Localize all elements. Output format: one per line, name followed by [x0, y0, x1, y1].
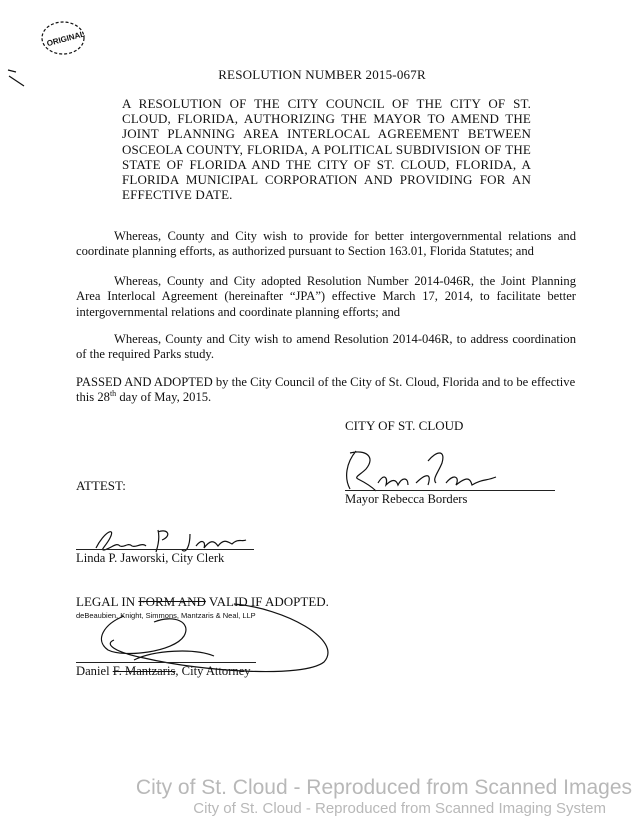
law-firm-name: deBeaubien, Knight, Simmons, Mantzaris & Neal, LLP [76, 611, 256, 620]
whereas-text-3: Whereas, County and City wish to amend Resolution 2014-046R, to address coordination of the required Parks study. [76, 332, 576, 362]
scan-watermark-line-1: City of St. Cloud - Reproduced from Scanned Images [135, 776, 632, 799]
original-stamp [40, 18, 86, 58]
whereas-paragraph-3 [76, 332, 576, 363]
attest-label: ATTEST: [76, 478, 126, 493]
whereas-paragraph-1 [76, 229, 576, 260]
whereas-paragraph-2 [76, 274, 576, 320]
mayor-name: Mayor Rebecca Borders [345, 492, 468, 506]
passed-text-before: PASSED AND ADOPTED by the City Council of the City of St. Cloud, Florida and to be effective this 28 [76, 375, 576, 405]
legal-text-2: VALID IF ADOPTED. [205, 594, 329, 609]
clerk-name: Linda P. Jaworski, City Clerk [76, 551, 225, 565]
attorney-text-1: Daniel [76, 664, 113, 678]
resolution-preamble: A RESOLUTION OF THE CITY COUNCIL OF THE CITY OF ST. CLOUD, FLORIDA, AUTHORIZING THE MAYOR TO AMEND THE JOINT PLANNING AREA INTERLOCAL AGREEMENT BETWEEN OSCEOLA COUNTY, FLORIDA, A POLITICAL SUBDIVISION OF THE STATE OF FLORIDA AND THE CITY OF ST. CLOUD, FLORIDA, A FLORIDA MUNICIPAL CORPORATION AND PROVIDING FOR AN EFFECTIVE DATE. [122, 96, 531, 203]
legal-text-struck: FORM AND [138, 594, 206, 609]
whereas-text-1: Whereas, County and City wish to provide for better intergovernmental relations and coordinate planning efforts, as authorized pursuant to Section 163.01, Florida Statutes; and [76, 229, 576, 259]
scan-watermark-line-2: City of St. Cloud - Reproduced from Scanned Imaging System [193, 800, 606, 817]
passed-text-after: day of May, 2015. [116, 390, 212, 405]
clerk-signature-line [76, 549, 254, 550]
legal-text-1: LEGAL IN [76, 594, 139, 609]
attorney-name [76, 664, 251, 679]
resolution-title: RESOLUTION NUMBER 2015-067R [218, 67, 426, 82]
mayor-signature-line [345, 490, 555, 491]
stamp-text: ORIGINAL [45, 29, 86, 49]
attorney-signature-line [76, 662, 256, 663]
attorney-text-struck: F. Mantzaris [112, 664, 176, 678]
whereas-text-2: Whereas, County and City adopted Resolution Number 2014-046R, the Joint Planning Area Interlocal Agreement (hereinafter “JPA”) effective March 17, 2014, to facilitate better intergovernmental relations and coordinate planning efforts; and [76, 274, 576, 319]
attorney-text-2: , City Attorney [175, 664, 251, 678]
city-heading: CITY OF ST. CLOUD [345, 418, 464, 433]
passed-superscript: th [109, 389, 117, 399]
passed-adopted-clause [76, 375, 576, 406]
